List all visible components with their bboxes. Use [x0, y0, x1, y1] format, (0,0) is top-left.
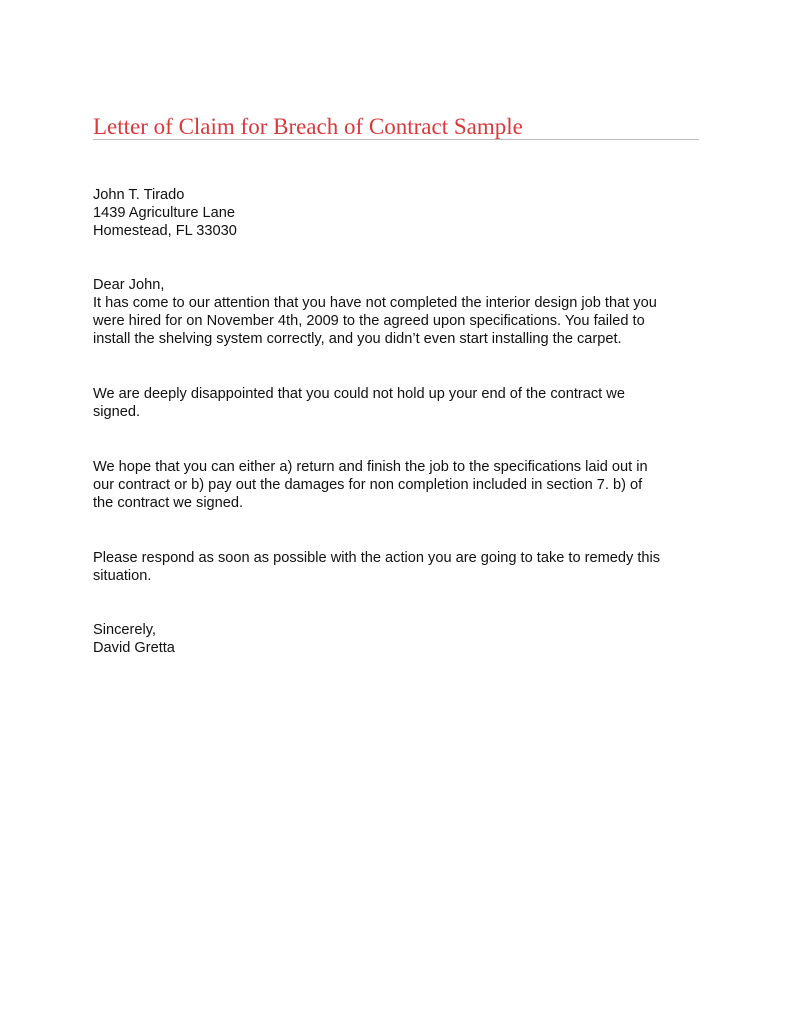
- closing-phrase: Sincerely,: [93, 622, 156, 638]
- signature-name: David Gretta: [93, 640, 175, 657]
- paragraph-respond-request: [93, 549, 703, 585]
- paragraph-attention: [93, 294, 703, 349]
- title-underline-rule: [93, 139, 699, 140]
- paragraph-line: situation.: [93, 568, 152, 585]
- paragraph-line: Please respond as soon as possible with the action you are going to take to remedy this: [93, 550, 661, 566]
- recipient-name: John T. Tirado: [93, 187, 185, 203]
- paragraph-line: the contract we signed.: [93, 495, 244, 512]
- recipient-street: 1439 Agriculture Lane: [93, 205, 235, 222]
- recipient-address-block: [93, 186, 703, 241]
- paragraph-line: install the shelving system correctly, and you didn’t even start installing the carpet.: [93, 331, 622, 348]
- paragraph-line: We hope that you can either a) return and finish the job to the specifications laid out in: [93, 459, 648, 475]
- paragraph-line: We are deeply disappointed that you could not hold up your end of the contract we: [93, 386, 625, 402]
- paragraph-line: It has come to our attention that you have not completed the interior design job that you: [93, 295, 657, 311]
- paragraph-line: were hired for on November 4th, 2009 to the agreed upon specifications. You failed to: [93, 313, 645, 330]
- paragraph-remedy-options: [93, 458, 703, 513]
- paragraph-line: our contract or b) pay out the damages for non completion included in section 7. b) of: [93, 477, 643, 494]
- document-title: Letter of Claim for Breach of Contract Sample: [93, 114, 523, 139]
- recipient-city-state-zip: Homestead, FL 33030: [93, 223, 237, 240]
- salutation: Dear John,: [93, 277, 165, 293]
- paragraph-disappointed: [93, 385, 703, 421]
- closing-block: [93, 621, 703, 657]
- paragraph-line: signed.: [93, 404, 141, 421]
